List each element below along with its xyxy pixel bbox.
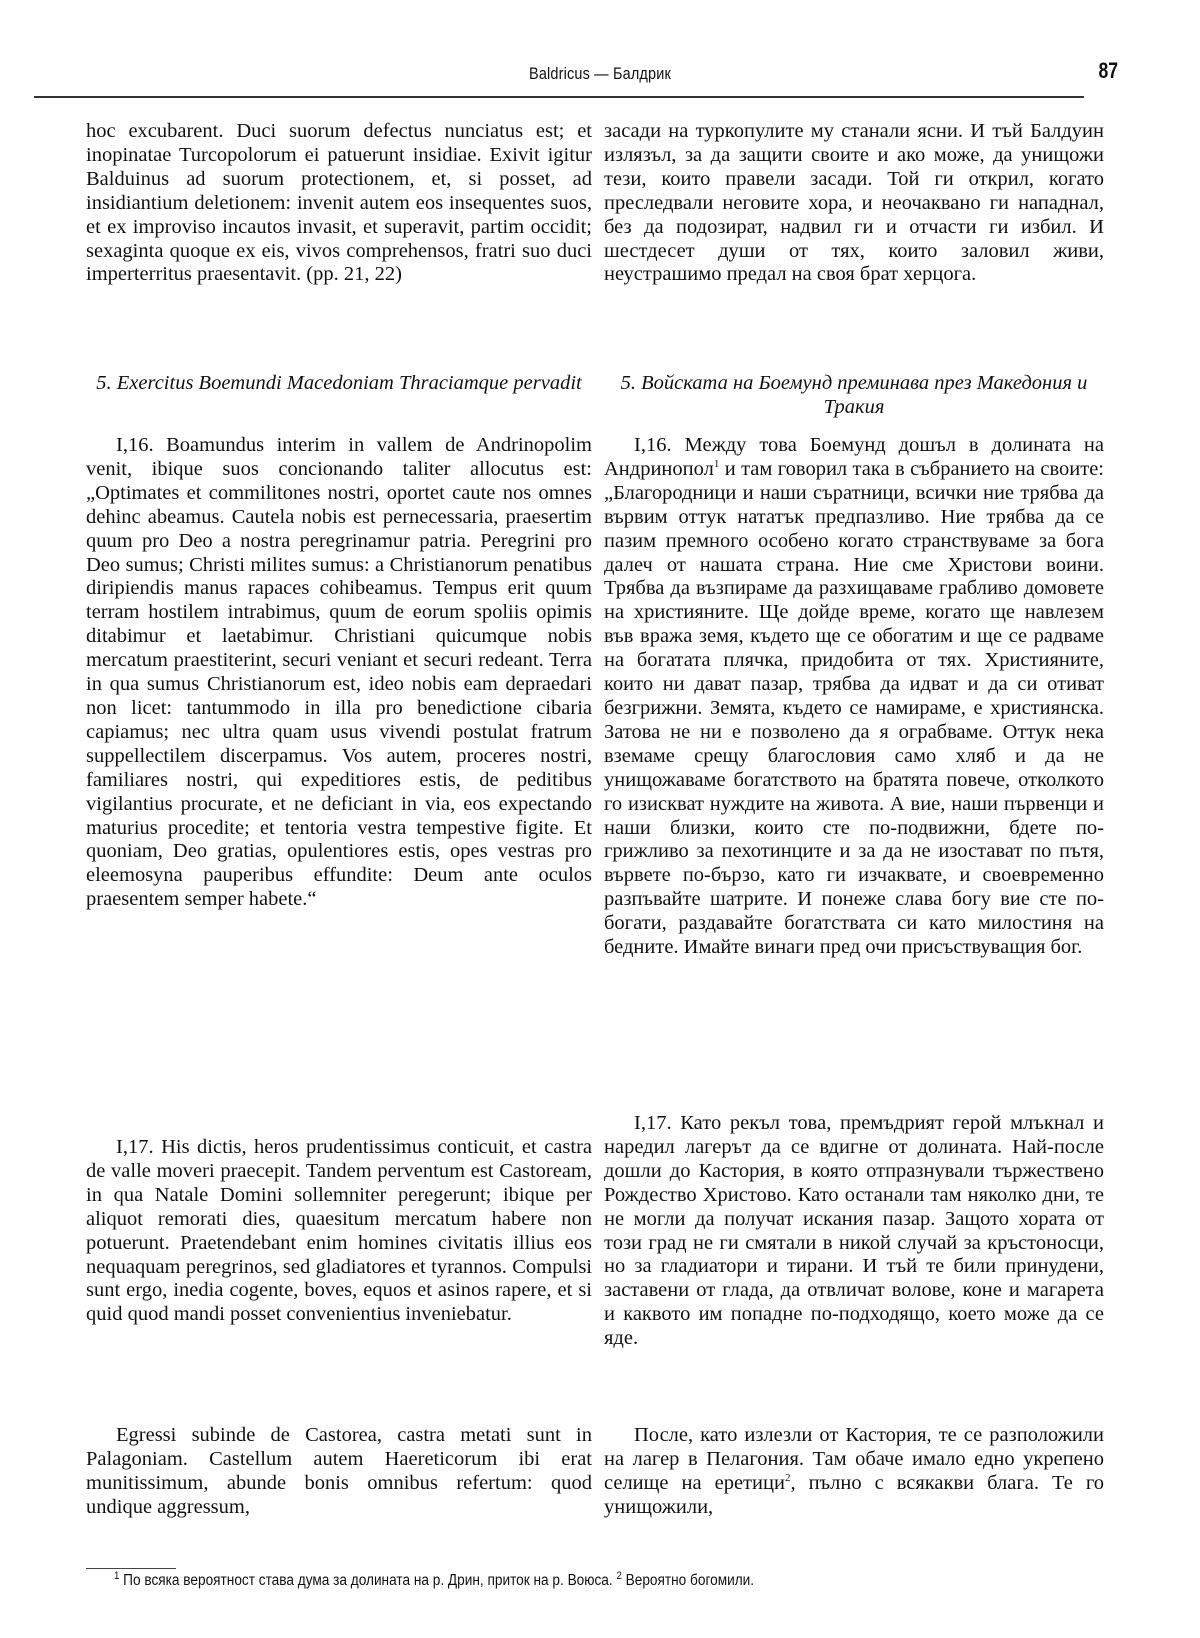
bulgarian-intro-paragraph	[604, 120, 1104, 287]
latin-paragraph-1-17	[86, 1136, 592, 1327]
bulgarian-text: I,16. Между това Боемунд дошъл в долината на Андринопол	[604, 434, 1104, 480]
footnote-ref-2[interactable]: 2	[784, 1471, 791, 1484]
bulgarian-text: засади на туркопулите му станали ясни. И тъй Балдуин излязъл, за да защити своите и ако може, да унищожи тези, които правели засади. Той ги открил, когато преследвали неговите хора, и неочаквано ги нападнал, без да подозират, надвил ги и отчасти ги избил. И шестдесет души от тях, които заловил живи, неустрашимо предал на своя брат херцога.	[604, 120, 1104, 286]
page-header	[100, 58, 1118, 88]
bulgarian-paragraph-1-16	[604, 434, 1104, 960]
footnote-marker-2: 2	[616, 1569, 622, 1582]
header-rule	[34, 96, 1084, 98]
bulgarian-paragraph-posle	[604, 1424, 1104, 1520]
bulgarian-section-heading: 5. Войската на Боемунд преминава през Македония и Тракия	[620, 372, 1088, 418]
footnote-rule	[86, 1568, 176, 1569]
latin-paragraph-egressi	[86, 1424, 592, 1520]
bulgarian-text: После, като излезли от Кастория, те се разположили на лагер в Пелагония. Там обаче имало едно укрепено селище на еретици	[604, 1424, 1104, 1494]
running-head: Baldricus — Балдрик	[529, 64, 671, 83]
latin-text: hoc excubarent. Duci suorum defectus nunciatus est; et inopinatae Turcopolorum ei patuerunt insidiae. Exivit igitur Balduinus ad suorum protectionem, et, si posset, ad insidiantium deletionem: invenit autem eos insequentes suos, et ex improviso incautos invasit, et superavit, partim occidit; sexaginta quoque ex eis, vivos comprehensos, fratri suo duci imperterritus praesentavit. (pp. 21, 22)	[86, 120, 592, 286]
footnote-ref-1[interactable]: 1	[713, 458, 720, 471]
latin-text: I,17. His dictis, heros prudentissimus conticuit, et castra de valle moveri praecepit. Tandem perventum est Castoream, in qua Natale Domini sollemniter peregerunt; ibique per aliquot remorati dies, quaesitum mercatum habere non potuerunt. Praetendebant enim homines civitatis illius eos nequaquam peregrinos, sed gladiatores et tyrannos. Compulsi sunt ergo, inedia cogente, boves, equos et asinos rapere, et si quid quod mandi posset convenientius inveniebatur.	[86, 1136, 592, 1326]
page-number: 87	[1097, 58, 1118, 83]
bulgarian-text: и там говорил така в събранието на своите: „Благородници и наши съратници, всички ние трябва да вървим оттук нататък предпазливо. Ние трябва да се пазим премного особено когато странствуваме за бога далеч от нашата страна. Ние сме Христови воини. Трябва да възпираме да разхищаваме грабливо домовете на християните. Ще дойде време, когато ще навлезем във вража земя, където ще се обогатим и ще се радваме на богатата плячка, придобита от тях. Християните, които ни дават пазар, трябва да идват и да си отиват безгрижни. Земята, където се намираме, е християнска. Затова не ни е позволено да я ограбваме. Оттук нека вземаме срещу благословия само хляб и да не унищожаваме богатството на братята повече, отколкото го изискват нуждите на живота. А вие, наши първенци и наши близки, които сте по-подвижни, бдете по-грижливо за пехотинците и за да не изостават по пътя, вървете по-бързо, като ги изчаквате, и своевременно разпъвайте шатрите. И понеже слава богу вие сте по-богати, раздавайте богатствата си като милостиня на бедните. Имайте винаги пред очи присъствуващия бог.	[604, 457, 1104, 959]
latin-text: I,16. Boamundus interim in vallem de Andrinopolim venit, ibique suos concionando taliter allocutus est: „Optimates et commilitones nostri, oportet caute nos omnes dehinc abeamus. Cautela nobis est pernecessaria, praesertim quum pro Deo a nostra peregrinamur patria. Peregrini pro Deo sumus; Christi milites sumus: a Christianorum penatibus diripiendis manus rapaces cohibeamus. Tempus erit quum terram hostilem intrabimus, quum de eorum spoliis opimis ditabimur et laetabimur. Christiani quicumque nobis mercatum praestiterint, securi veniant et securi redeant. Terra in qua sumus Christianorum est, ideo nobis eam depraedari non licet: tantummodo in illa pro benedictione cibaria capiamus; nec ultra quam usus vivendi postulat fratrum suppellectilem discerpamus. Vos autem, proceres nostri, familiares nostri, qui expeditiores estis, de peditibus vigilantius procurate, et ne deficiant in via, eos expectando maturius procedite; et tentoria vestra tempestive figite. Et quoniam, Deo gratias, opulentiores estis, opes vestras pro eleemosyna pauperibus effundite: Deum ante oculos praesentem semper habete.“	[86, 434, 592, 911]
footnote-2-text: Вероятно богомили.	[621, 1572, 755, 1589]
latin-text: Egressi subinde de Castorea, castra metati sunt in Palagoniam. Castellum autem Haereticorum ibi erat munitissimum, abunde bonis omnibus refertum: quod undique aggressum,	[86, 1424, 592, 1518]
latin-paragraph-1-16	[86, 434, 592, 912]
footnotes	[114, 1569, 755, 1590]
latin-intro-paragraph	[86, 120, 592, 287]
latin-section-heading: 5. Exercitus Boemundi Macedoniam Thraciamque pervadit	[96, 372, 582, 394]
bulgarian-text: , пълно с всякакви блага. Те го унищожили,	[604, 1471, 1105, 1518]
footnote-marker-1: 1	[114, 1569, 120, 1582]
bulgarian-paragraph-1-17	[604, 1112, 1104, 1351]
footnote-1-text: По всяка вероятност става дума за долината на р. Дрин, приток на р. Воюса.	[119, 1572, 617, 1589]
bulgarian-text: I,17. Като рекъл това, премъдрият герой млъкнал и наредил лагерът да се вдигне от долината. Най-после дошли до Кастория, в която отпразнували тържествено Рождество Христово. Като останали там няколко дни, те не могли да получат искания пазар. Защото хората от този град не ги смятали в никой случай за кръстоносци, но за гладиатори и тирани. И тъй те били принудени, заставени от глада, да отвличат волове, коне и магарета и каквото им попадне по-подходящо, което може да се яде.	[604, 1112, 1104, 1350]
